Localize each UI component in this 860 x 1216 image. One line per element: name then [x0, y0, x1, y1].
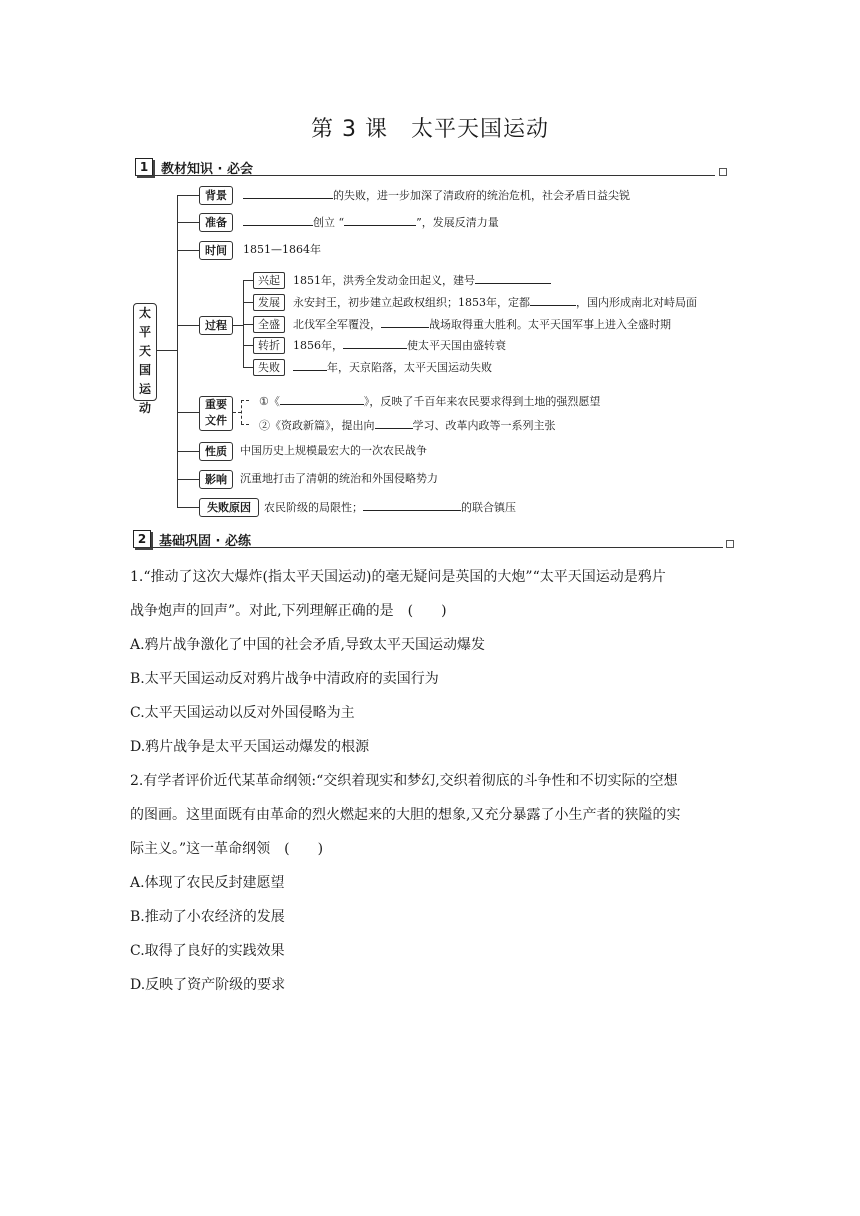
branch-background-text: 的失败，进一步加深了清政府的统治危机，社会矛盾日益尖锐: [243, 188, 630, 203]
option-a: A.鸦片战争激化了中国的社会矛盾,导致太平天国运动爆发: [130, 637, 486, 653]
section-corner-mark: [719, 168, 727, 176]
mindmap-root: 太平天国运动: [133, 303, 157, 401]
process-fail-label: 失败: [253, 359, 285, 376]
fill-blank: [343, 338, 407, 349]
fill-blank: [530, 295, 576, 306]
question-1: [130, 560, 730, 764]
branch-prep-label: 准备: [199, 213, 233, 232]
fill-blank: [293, 360, 327, 371]
branch-nature-label: 性质: [199, 442, 233, 461]
option-c: C.取得了良好的实践效果: [130, 943, 285, 959]
branch-background-label: 背景: [199, 186, 233, 205]
branch-impact-text: 沉重地打击了清朝的统治和外国侵略势力: [240, 472, 438, 485]
connector-dashed: [241, 400, 242, 424]
section-divider: [133, 547, 723, 548]
branch-process-label: 过程: [199, 316, 233, 335]
section-label: 基础巩固 · 必练: [159, 533, 251, 549]
option-b: B.太平天国运动反对鸦片战争中清政府的卖国行为: [130, 671, 439, 687]
option-b: B.推动了小农经济的发展: [130, 909, 285, 925]
connector-dashed: [241, 424, 249, 425]
connector: [177, 222, 199, 223]
connector: [243, 280, 253, 281]
docs-item-2: ②《资政新篇》，提出向 学习、改革内政等一系列主张: [259, 419, 556, 432]
fill-blank: [381, 317, 429, 328]
branch-cause-text: 农民阶级的局限性； 的联合镇压: [264, 501, 516, 514]
connector: [177, 507, 199, 508]
process-turn-text: 1856年， 使太平天国由盛转衰: [293, 339, 506, 352]
connector: [243, 324, 253, 325]
option-a: A.体现了农民反封建愿望: [130, 875, 285, 891]
fill-blank: [243, 188, 333, 199]
option-c: C.太平天国运动以反对外国侵略为主: [130, 705, 355, 721]
question-stem: 的图画。这里面既有由革命的烈火燃起来的大胆的想象,又充分暴露了小生产者的狭隘的实: [130, 807, 681, 823]
branch-time-text: 1851—1864年: [243, 243, 321, 256]
branch-docs-label: 重要 文件: [199, 396, 233, 431]
question-2: [130, 764, 730, 1002]
fill-blank: [375, 418, 413, 429]
option-d: D.反映了资产阶级的要求: [130, 977, 286, 993]
spine-line: [177, 195, 178, 507]
section-label: 教材知识 · 必会: [161, 161, 253, 177]
connector: [233, 325, 243, 326]
section-number: 2: [133, 530, 151, 548]
section-number: 1: [135, 158, 153, 176]
question-stem: 2.有学者评价近代某革命纲领:“交织着现实和梦幻,交织着彻底的斗争性和不切实际的空想: [130, 773, 678, 789]
connector: [177, 451, 199, 452]
branch-cause-label: 失败原因: [199, 498, 259, 517]
connector-dashed: [233, 412, 241, 413]
connector: [177, 479, 199, 480]
connector: [177, 325, 199, 326]
connector: [243, 367, 253, 368]
fill-blank: [243, 215, 313, 226]
docs-item-1: ①《 》，反映了千百年来农民要求得到土地的强烈愿望: [259, 395, 601, 408]
branch-impact-label: 影响: [199, 470, 233, 489]
fill-blank: [280, 394, 364, 405]
process-develop-text: 永安封王，初步建立起政权组织；1853年，定都 ，国内形成南北对峙局面: [293, 296, 697, 309]
page-title: 第 3 课 太平天国运动: [311, 117, 549, 142]
branch-prep-text: 创立 “ ”，发展反清力量: [243, 215, 499, 230]
branch-time-label: 时间: [199, 241, 233, 260]
process-rise-text: 1851年，洪秀全发动金田起义，建号: [293, 273, 551, 288]
question-stem: 1.“推动了这次大爆炸(指太平天国运动)的毫无疑问是英国的大炮”“太平天国运动是鸦片: [130, 569, 666, 585]
process-turn-label: 转折: [253, 337, 285, 354]
connector-dashed: [241, 400, 249, 401]
connector: [177, 195, 199, 196]
section-divider: [135, 175, 715, 176]
process-rise-label: 兴起: [253, 272, 285, 289]
connector: [177, 412, 199, 413]
connector: [243, 302, 253, 303]
section-corner-mark: [726, 540, 734, 548]
process-peak-label: 全盛: [253, 316, 285, 333]
connector: [157, 350, 177, 351]
fill-blank: [344, 215, 416, 226]
process-develop-label: 发展: [253, 294, 285, 311]
option-d: D.鸦片战争是太平天国运动爆发的根源: [130, 739, 370, 755]
fill-blank: [475, 273, 551, 284]
connector: [243, 345, 253, 346]
branch-nature-text: 中国历史上规模最宏大的一次农民战争: [240, 444, 427, 457]
question-stem: 战争炮声的回声”。对此,下列理解正确的是 ( ): [130, 603, 447, 619]
question-stem: 际主义。”这一革命纲领 ( ): [130, 841, 324, 857]
process-peak-text: 北伐军全军覆没， 战场取得重大胜利。太平天国军事上进入全盛时期: [293, 318, 671, 331]
process-fail-text: 年，天京陷落，太平天国运动失败: [293, 360, 492, 375]
fill-blank: [363, 500, 461, 511]
connector: [177, 250, 199, 251]
